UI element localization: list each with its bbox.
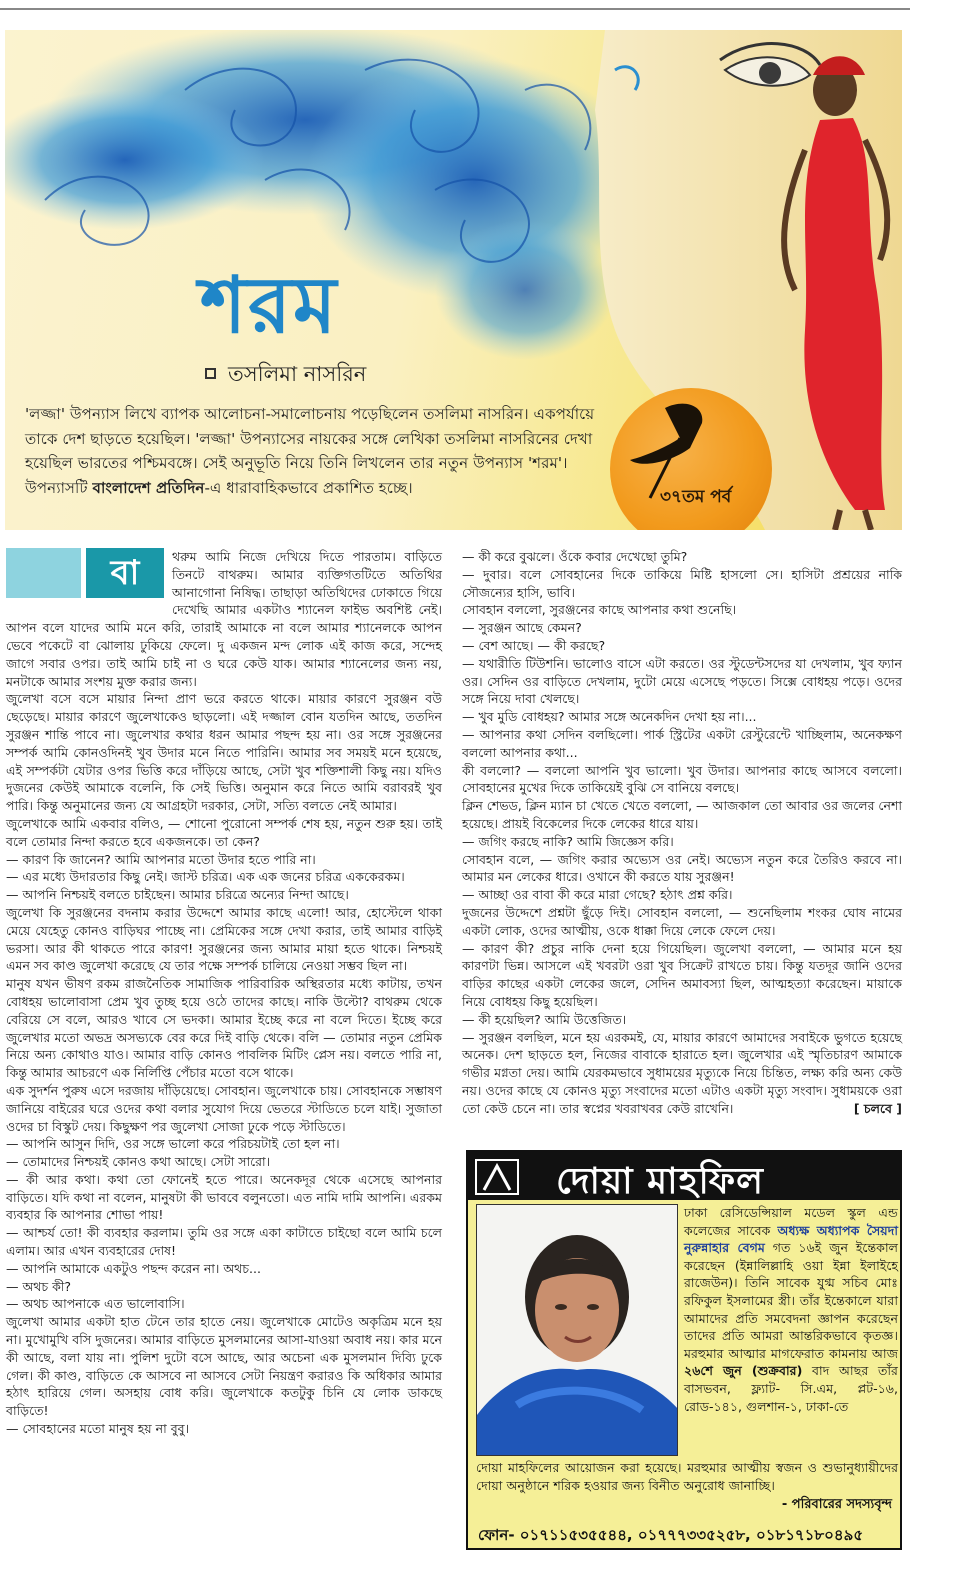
article-paragraph: — তোমাদের নিশ্চয়ই কোনও কথা আছে। সেটা সারো। <box>6 1154 271 1170</box>
ad-signature: - পরিবারের সদস্যবৃন্দ <box>781 1497 892 1512</box>
square-bullet-icon <box>205 368 216 379</box>
author-name: তসলিমা নাসরিন <box>228 362 367 386</box>
intro-body: 'লজ্জা' উপন্যাস লিখে ব্যাপক আলোচনা-সমালোচনায় পড়েছিলেন তসলিমা নাসরিন। একপর্যায়ে তাকে দেশ ছাড়তে হয়েছিল। 'লজ্জা' উপন্যাসের নায়কের সঙ্গে লেখিকা তসলিমা নাসরিনের দেখা হয়েছিল ভারতের পশ্চিমবঙ্গে। সেই অনুভূতি নিয়ে তিনি লিখলেন তার নতুন উপন্যাস 'শরম'। উপন্যাসটি <box>25 405 595 497</box>
article-paragraph: — সোবহানের মতো মানুষ হয় না বুবু। <box>6 1421 190 1437</box>
ad-header <box>468 1152 900 1200</box>
article-paragraph: — অথচ কী? <box>6 1278 72 1294</box>
ad-body-part: গত ১৬ই জুন ইন্তেকাল করেছেন (ইন্নালিল্লাহি ওয়া ইন্না ইলাইহে রাজেউন)। তিনি সাবেক যুগ্ম সচিব মোঃ রফিকুল ইসলামের স্ত্রী। তাঁর ইন্তেকালে যারা আমাদের প্রতি সমবেদনা জ্ঞাপন করেছেন তাদের প্রতি আমরা আন্তরিকভাবে কৃতজ্ঞ। মরহুমার আত্মার মাগফেরাত কামনায় আজ <box>684 1240 898 1361</box>
article-paragraph: — কী হয়েছিল? আমি উত্তেজিত। <box>462 1011 627 1027</box>
article-column-right <box>462 548 902 1118</box>
article-paragraph: সোবহান বলে, — জগিং করার অভ্যেস ওর নেই। অভ্যেস নতুন করে তৈরিও করবে না। আমার মন লেকের ধারে। ওখানে কী করতে যায় সুরঞ্জন! <box>462 851 902 885</box>
article-paragraph: — সুরঞ্জন আছে কেমন? <box>462 620 582 636</box>
article-paragraph: এক সুদর্শন পুরুষ এসে দরজায় দাঁড়িয়েছে। সোবহান। জুলেখাকে চায়। সোবহানকে সম্ভাষণ জানিয়ে বাইরের ঘরে ওদের কথা বলার সুযোগ দিয়ে ভেতরে স্টাডিতে চলে যাই। সুজাতা ওদের চা বিস্কুট দেয়। কিছুক্ষণ পর জুলেখা সোজা ঢুকে পড়ে স্টাডিতে। <box>6 1082 442 1134</box>
article-paragraph: — জগিং করছে নাকি? আমি জিজ্ঞেস করি। <box>462 833 674 849</box>
article-paragraph <box>462 1029 902 1118</box>
article-paragraph: মানুষ যখন ভীষণ রকম রাজনৈতিক সামাজিক পারিবারিক অস্থিরতার মধ্যে কাটায়, তখন বোধহয় ভালোবাসা প্রেম খুব তুচ্ছ হয়ে ওঠে তাদের কাছে। নাকি উল্টো? বাথরুম থেকে বেরিয়ে সে বলে, আরও খাবে সে ভদকা। আমার ইচ্ছে করে না বলে দিতে। ইচ্ছে করে জুলেখার মতো অভদ্র অসভ্যকে বের করে দিই বাড়ি থেকে। বলি — তোমার নতুন প্রেমিক নিয়ে অন্য কোথাও যাও। আমার বাড়ি কোনও পাবলিক মিটিং প্লেস নয়। বলতে পারি না, কিন্তু আমার আচরণে এক নির্লিপ্তি পেঁচার মতো বসে থাকে। <box>6 976 442 1081</box>
article-paragraph: — যথারীতি টিউশনি। ভালোও বাসে এটা করতে। ওর স্টুডেন্টসদের যা দেখলাম, খুব ফ্যান ওর। সেদিন ওর বাড়িতে দেখলাম, দুটো মেয়ে এসেছে পড়তে। সিক্সে বোধহয় পড়ে। ওদের সঙ্গে নিয়ে দাবা খেলছে। <box>462 655 902 707</box>
article-paragraph: জুলেখাকে আমি একবার বলিও, — শোনো পুরোনো সম্পর্ক শেষ হয়, নতুন শুরু হয়। তাই বলে তোমার নিন্দা করতে হবে একজনকে। তা কেন? <box>6 815 442 849</box>
article-paragraph: ক্লিন শেভড, ক্লিন ম্যান চা খেতে খেতে বললো, — আজকাল তো আবার ওর জলের নেশা হয়েছে। প্রায়ই বিকেলের দিকে লেকের ধারে যায়। <box>462 798 902 831</box>
article-paragraph: জুলেখা বসে বসে মায়ার নিন্দা প্রাণ ভরে করতে থাকে। মায়ার কারণে সুরঞ্জন বউ ছেড়েছে। মায়ার কারণে জুলেখাকেও ছাড়লো। এই দজ্জাল বোন যতদিন আছে, ততদিন সুরঞ্জন শান্তি পাবে না। জুলেখার কথার ধরন আমার পছন্দ হয় না। ওর সঙ্গে সুরঞ্জনের সম্পর্ক আমি কোনওদিনই খুব উদার মনে নিতে পারিনি। আমার সব সময়ই মনে হয়েছে, এই সম্পর্কটা যেটার ওপর ভিত্তি করে দাঁড়িয়ে আছে, সেটা খুব শক্তিশালী কিছু নয়। যদিও দুজনের কেউই আমাকে বলেনি, কি সেই ভিত্তি। অনুমান করে নিতে আমি বরাবরই খুব পারি। কিন্তু অনুমানের জন্য যে আগ্রহটা দরকার, সেটা, সত্যি বলতে নেই আমার। <box>6 691 442 814</box>
top-rule <box>0 8 910 10</box>
article-paragraph: — কারণ কি জানেন? আমি আপনার মতো উদার হতে পারি না। <box>6 851 316 867</box>
serial-title: শরম <box>200 260 339 351</box>
article-paragraph: থরুম আমি নিজে দেখিয়ে দিতে পারতাম। বাড়িতে তিনটে বাথরুম। আমার ব্যক্তিগতটিতে অতিথির আনাগোনা নিষিদ্ধ। তাছাড়া অতিথিদের ঢোকাতে গিয়ে দেখেছি আমার একটাও শ্যানেল ফাইভ অবশিষ্ট নেই। আপন বলে যাদের আমি মনে করি, তারাই আমাকে না বলে আমার শ্যানেলকে আপন ভেবে পকেটে বা ঝোলায় ঢুকিয়ে ফেলে। দু একজন মন্দ লোক এই কাজ করে, সন্দেহ জাগে সবার ওপর। তাই আমি চাই না ও ঘরে কেউ যাক। আমার শ্যানেলের জন্য নয়, মনটাকে আমার সংশয় মুক্ত করার জন্য। <box>6 549 442 689</box>
article-paragraph: দুজনের উদ্দেশে প্রশ্নটা ছুঁড়ে দিই। সোবহান বললো, — শুনেছিলাম শংকর ঘোষ নামের একটা লোক, ওদের আত্মীয়, ওকে ধাক্কা দিয়ে লেকে ফেলে দেয়। <box>462 904 902 938</box>
article-paragraph: — আশ্চর্য তো! কী ব্যবহার করলাম। তুমি ওর সঙ্গে একা কাটাতে চাইছো বলে আমি চলে এলাম। আর এখন ব্যবহারের দোষ! <box>6 1225 442 1259</box>
dropcap <box>6 548 164 598</box>
continued-marker: [ চলবে ] <box>853 1100 902 1116</box>
article-paragraph: — আপনার কথা সেদিন বলছিলো। পার্ক স্ট্রিটের একটা রেস্টুরেন্টে খাচ্ছিলাম, অনেকক্ষণ বললো আপনার কথা... <box>462 726 902 760</box>
doa-mahfil-ad <box>466 1150 902 1550</box>
article-paragraph: জুলেখা কি সুরঞ্জনের বদনাম করার উদ্দেশে আমার কাছে এলো! আর, হোস্টেলে থাকা মেয়ে যেহেতু কোনও বাড়িঘর পাচ্ছে না। প্রেমিকের সঙ্গে দেখা করার, তাই আমার বাড়িই ভরসা। আর কী থাকতে পারে কারণ! সুরঞ্জনের জন্য আমার মায়া হতে থাকে। নিশ্চয়ই এমন সব কাণ্ড জুলেখা করেছে যে তার পক্ষে সম্পর্ক চালিয়ে নেওয়া সম্ভব ছিল না। <box>6 904 442 974</box>
article-paragraph: — দুবার। বলে সোবহানের দিকে তাকিয়ে মিষ্টি হাসলো সে। হাসিটা প্রশ্রয়ের নাকি সৌজন্যের হাসি, ভাবি। <box>462 566 902 600</box>
article-paragraph: — খুব মুডি বোধহয়? আমার সঙ্গে অনেকদিন দেখা হয় না।... <box>462 709 757 725</box>
article-paragraph: সোবহান বললো, সুরঞ্জনের কাছে আপনার কথা শুনেছি। <box>462 602 737 618</box>
article-last-line: — সুরঞ্জন বলছিল, মনে হয় এরকমই, যে, মায়ার কারণে আমাদের সবাইকে ভুগতে হয়েছে অনেক। দেশ ছাড়তে হল, নিজের বাবাকে হারাতে হল। জুলেখার এই স্মৃতিচারণ আমাকে গভীর মগ্নতা দেয়। আমি যেরকমভাবে সুধাময়ের মৃত্যুকে নিয়ে চিন্তিত, লক্ষ্য করি অন্য কেউ নয়। ওদের কাছে যে কোনও মৃত্যু সংবাদের মতো এটাও একটা মৃত্যু সংবাদ। সুধাময়কে ওরা তো কেউ চেনে না। তার স্বপ্নের খবরাখবর কেউ রাখেনি। <box>462 1029 902 1116</box>
episode-badge <box>610 388 772 530</box>
article-paragraph: — অথচ আপনাকে এত ভালোবাসি। <box>6 1296 185 1312</box>
ad-phone-numbers: ফোন- ০১৭১১৫৩৫৫৪৪, ০১৭৭৭৩৩৫২৫৮, ০১৮১৭১৮০৪৯৫ <box>478 1526 864 1544</box>
portrait-illustration <box>477 1205 678 1456</box>
article-paragraph: জুলেখা আমার একটা হাত টেনে তার হাতে নেয়। জুলেখাকে মোটেও অকৃত্রিম মনে হয় না। মুখোমুখি বসি দুজনের। আমার বাড়িতে মুসলমানের আসা-যাওয়া অবাধ নয়। কার মনে কী আছে, বলা যায় না। পুলিশ দুটো বসে আছে, আর অচেনা এক মুসলমান দিব্যি ঢুকে গেল। কী কাণ্ড, বাড়িতে কে আসবে না আসবে সেটা নিয়ন্ত্রণ করারও কি অধিকার আমার হঠাৎ হারিয়ে গেল। অসহায় বোধ করি। জুলেখাকে কতটুকু চিনি যে লোক ডাকছে বাড়িতে! <box>6 1314 442 1419</box>
author-line <box>205 358 366 393</box>
article-paragraph: — আপনি নিশ্চয়ই বলতে চাইছেন। আমার চরিত্রে অন্যের নিন্দা আছে। <box>6 887 349 903</box>
ad-body-text <box>684 1204 898 1415</box>
ad-body-part: ঢাকা রেসিডেন্সিয়াল মডেল স্কুল এন্ড কলেজের সাবেক <box>684 1205 898 1238</box>
ad-title: দোয়া মাহফিল <box>556 1161 764 1202</box>
article-paragraph: — আপনি আসুন দিদি, ওর সঙ্গে ভালো করে পরিচয়টাই তো হল না। <box>6 1136 340 1152</box>
intro-text <box>25 402 610 500</box>
article-column-left <box>6 548 442 1438</box>
header-banner <box>5 30 902 530</box>
episode-label: ৩৭তম পর্ব <box>660 487 732 507</box>
ad-bottom-text: দোয়া মাহফিলের আয়োজন করা হয়েছে। মরহুমার আত্মীয় স্বজন ও শুভানুধ্যায়ীদের দোয়া অনুষ্ঠানে শরিক হওয়ার জন্য বিনীত অনুরোধ জানাচ্ছি। <box>476 1460 898 1493</box>
intro-tail: -এ ধারাবাহিকভাবে প্রকাশিত হচ্ছে। <box>204 478 413 497</box>
article-paragraph: — আচ্ছা ওর বাবা কী করে মারা গেছে? হঠাৎ প্রশ্ন করি। <box>462 887 733 903</box>
article-paragraph: — বেশ আছে। — কী করছে? <box>462 637 606 653</box>
intro-source: বাংলাদেশ প্রতিদিন <box>92 478 205 497</box>
dropcap-letter: বা <box>86 548 164 598</box>
portrait-photo <box>476 1204 678 1456</box>
dropcap-accent <box>6 548 81 598</box>
ad-deceased-name: অধ্যক্ষ অধ্যাপক সৈয়দা নুরুন্নাহার বেগম <box>684 1222 898 1256</box>
ad-body-part: বাদ আছর তাঁর বাসভবন, ফ্ল্যাট- সি.এম, প্লট-১৬, রোড-১৪১, গুলশান-১, ঢাকা-তে <box>684 1363 898 1414</box>
article-paragraph: কী বললো? — বললো আপনি খুব ভালো। খুব উদার। আপনার কাছে আসবে বললো। সোবহানের মুখের দিকে তাকিয়েই বুঝি সে বানিয়ে বলছে। <box>462 762 902 796</box>
article-paragraph: — কী আর কথা। কথা তো ফোনেই হতে পারে। অনেকদূর থেকে এসেছে আপনার বাড়িতে। যদি কথা না বলেন, মানুষটা কী ভাববে বলুনতো। এত নামি দামি আপনি। এরকম ব্যবহার কি আপনার শোভা পায়! <box>6 1171 442 1223</box>
article-paragraph: — কী করে বুঝলে। ওঁকে কবার দেখেছো তুমি? <box>462 549 688 564</box>
article-paragraph: — এর মধ্যে উদারতার কিছু নেই। জাস্ট চরিত্র। এক এক জনের চরিত্র এককেরকম। <box>6 869 405 885</box>
article-paragraph: — আপনি আমাকে একটুও পছন্দ করেন না। অথচ... <box>6 1260 261 1276</box>
frame-logo-icon <box>474 1158 520 1196</box>
article-paragraph: — কারণ কী? প্রচুর নাকি দেনা হয়ে গিয়েছিল। জুলেখা বললো, — আমার মনে হয় কারণটা ভিন্ন। আসলে এই খবরটা ওরা খুব সিক্রেট রাখতে চায়। কিন্তু যতদূর জানি ওদের বাড়ির কাছের একটা লেকের জলে, সেদিন অমাবস্যা ছিল, আত্মহত্যা করেছেন। মায়াকে নিয়ে বোধহয় কিছু হয়েছিল। <box>462 940 902 1009</box>
ad-event-date: ২৬শে জুন (শুক্রবার) <box>684 1363 803 1379</box>
